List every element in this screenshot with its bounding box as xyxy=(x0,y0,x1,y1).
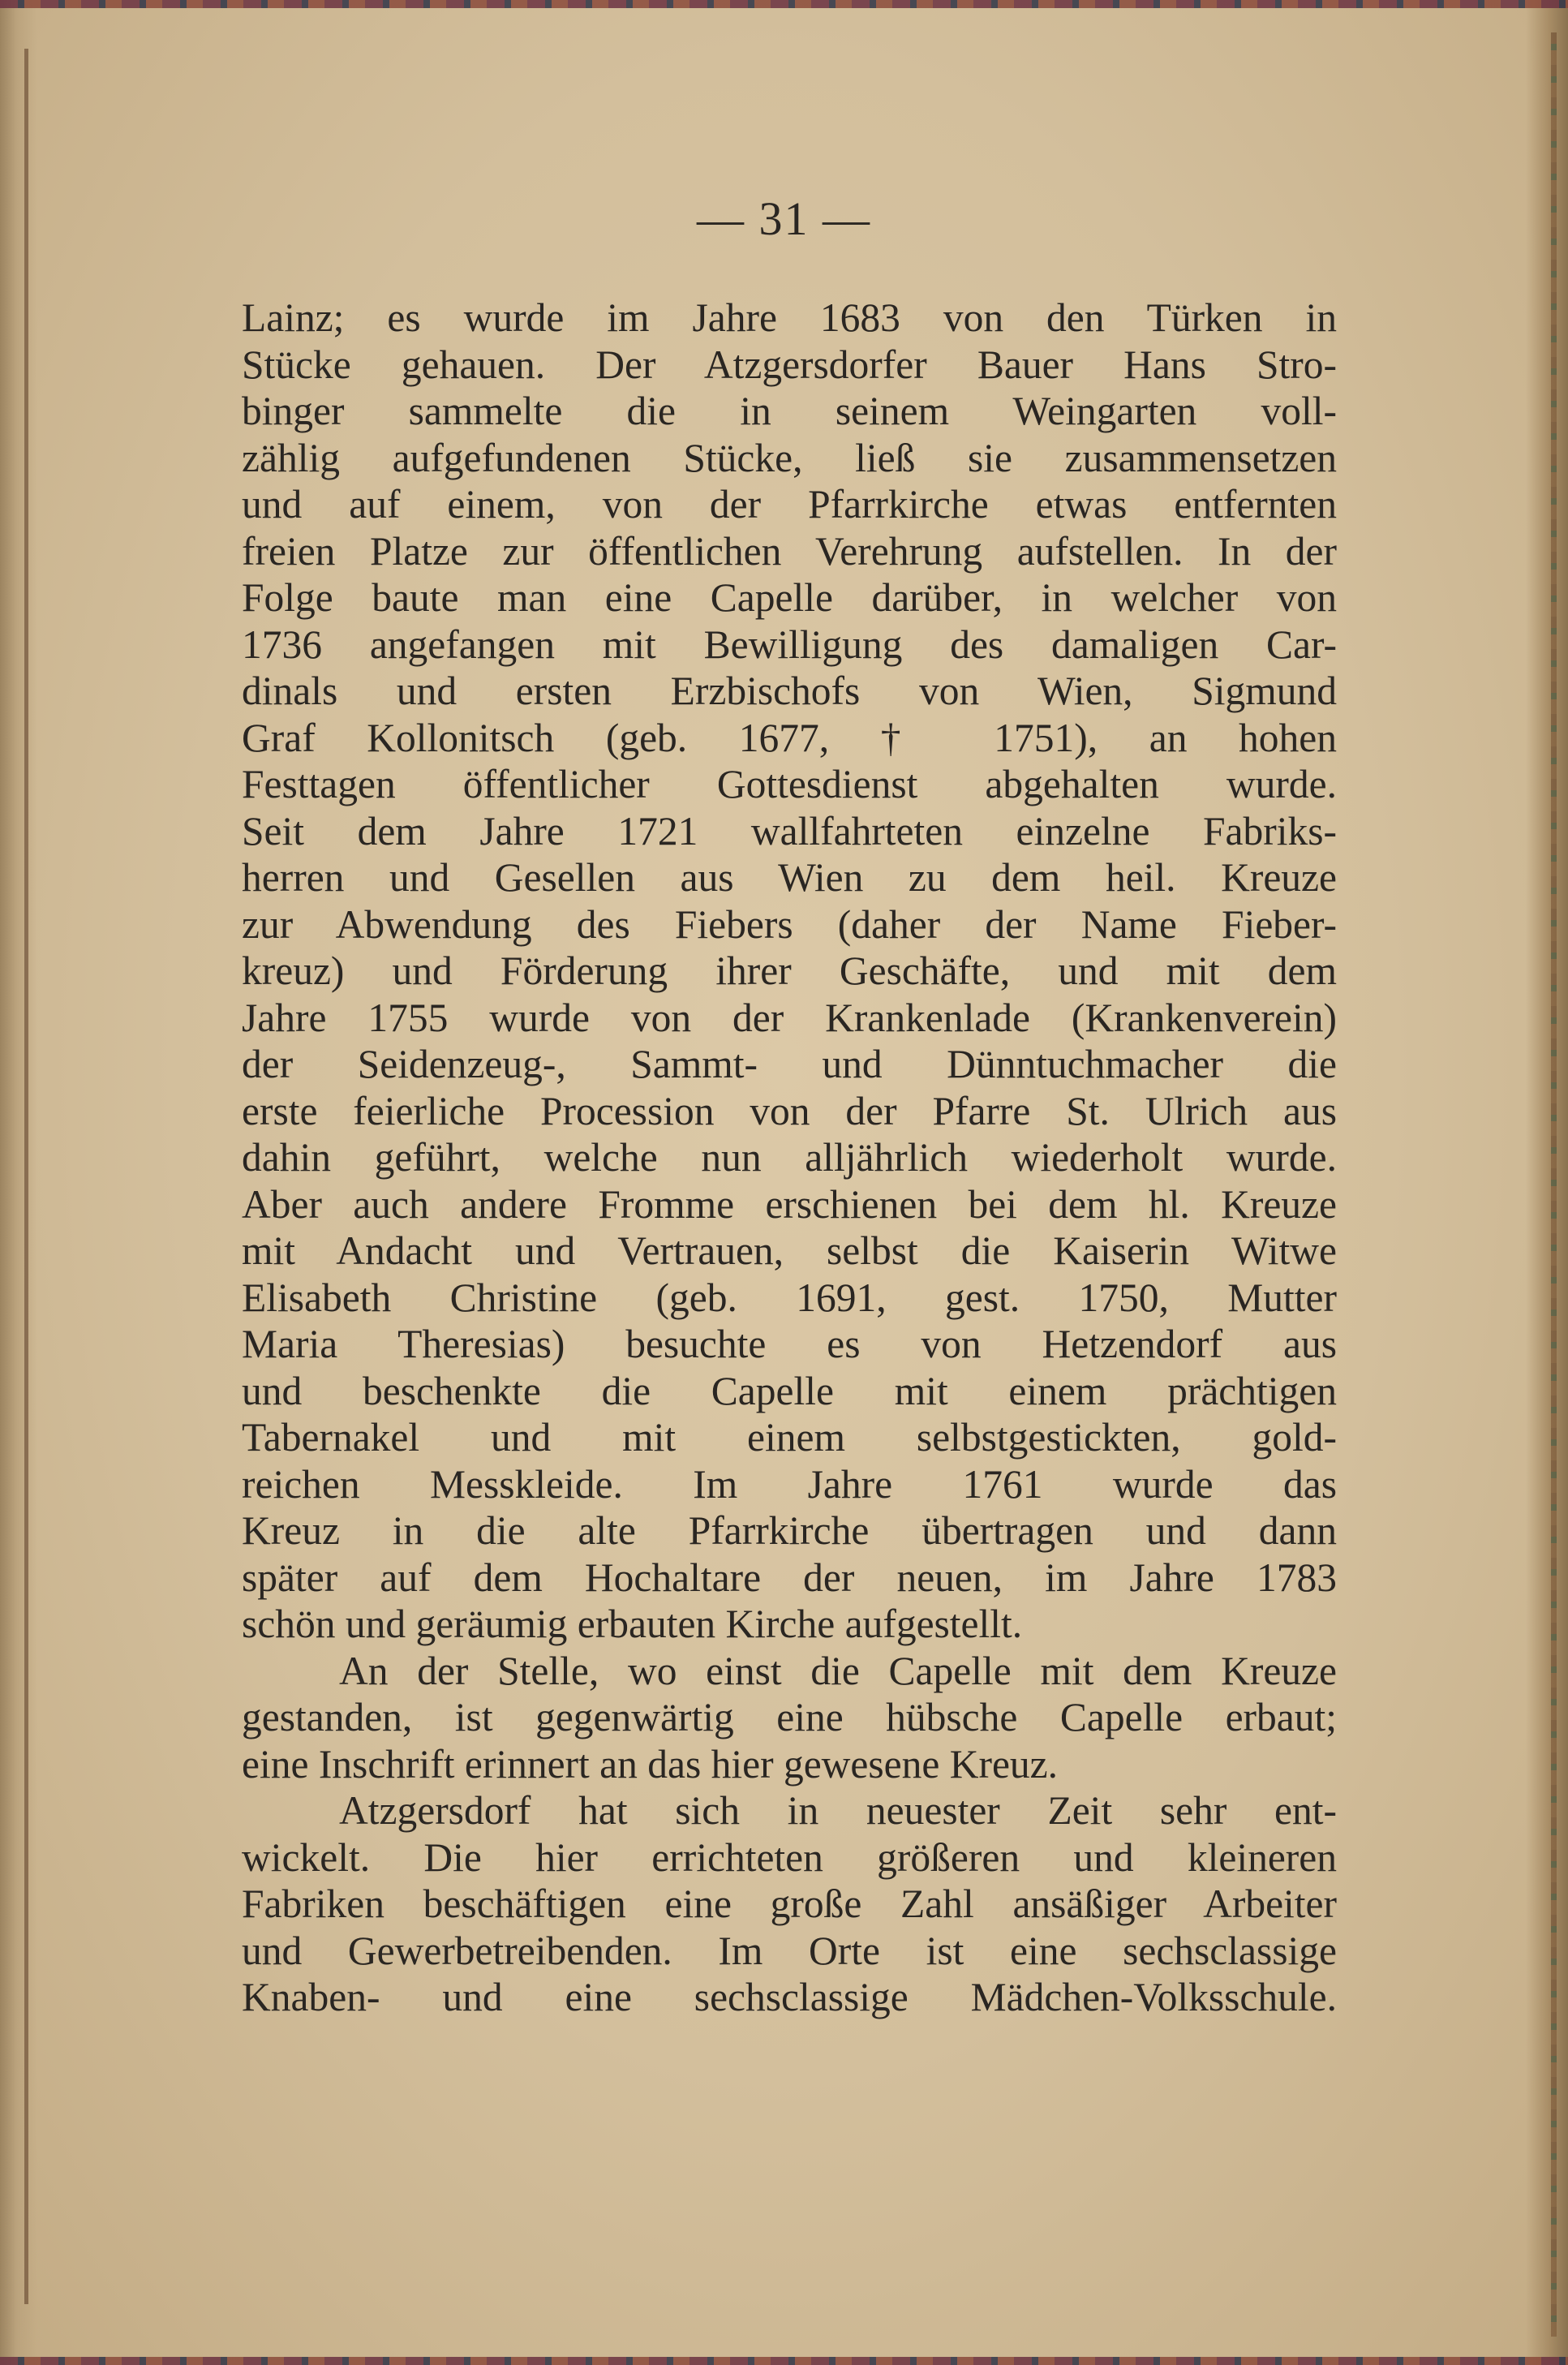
text-line: Jahre 1755 wurde von der Krankenlade (Krankenverein) xyxy=(242,995,1337,1040)
text-line: Graf Kollonitsch (geb. 1677, † 1751), an hohen xyxy=(242,715,1337,760)
text-line: dahin geführt, welche nun alljährlich wiederholt wurde. xyxy=(242,1135,1337,1180)
text-line: Knaben- und eine sechsclassige Mädchen-Volksschule. xyxy=(242,1975,1337,2019)
text-line: kreuz) und Förderung ihrer Geschäfte, und mit dem xyxy=(242,948,1337,993)
text-line: gestanden, ist gegenwärtig eine hübsche Capelle erbaut; xyxy=(242,1695,1337,1739)
body-text xyxy=(242,295,1337,2021)
text-line: wickelt. Die hier errichteten größeren und kleineren xyxy=(242,1834,1337,1880)
text-line: zur Abwendung des Fiebers (daher der Name Fieber- xyxy=(242,901,1337,947)
cover-edge-bottom xyxy=(0,2357,1568,2365)
paragraph-start-line: An der Stelle, wo einst die Capelle mit dem Kreuze xyxy=(339,1648,1337,1693)
text-line: Maria Theresias) besuchte es von Hetzendorf aus xyxy=(242,1322,1337,1366)
text-line: Folge baute man eine Capelle darüber, in welcher von xyxy=(242,575,1337,620)
paragraph-end-line: schön und geräumig erbauten Kirche aufgestellt. xyxy=(242,1602,1023,1646)
page-edge-right xyxy=(1526,0,1568,2365)
paragraph-end-line: eine Inschrift erinnert an das hier gewesene Kreuz. xyxy=(242,1741,1059,1787)
text-line: freien Platze zur öffentlichen Verehrung aufstellen. In der xyxy=(242,528,1337,574)
text-line: und Gewerbetreibenden. Im Orte ist eine sechsclassige xyxy=(242,1928,1337,1973)
text-line: Kreuz in die alte Pfarrkirche übertragen und dann xyxy=(242,1508,1337,1553)
text-line: reichen Messkleide. Im Jahre 1761 wurde das xyxy=(242,1461,1337,1507)
binding-shadow-left xyxy=(0,0,37,2365)
text-line: Festtagen öffentlicher Gottesdienst abgehalten wurde. xyxy=(242,762,1337,806)
text-line: Lainz; es wurde im Jahre 1683 von den Türken in xyxy=(242,295,1337,340)
text-line: 1736 angefangen mit Bewilligung des damaligen Car- xyxy=(242,621,1337,667)
text-line: und auf einem, von der Pfarrkirche etwas entfernten xyxy=(242,482,1337,527)
text-line: binger sammelte die in seinem Weingarten voll- xyxy=(242,389,1337,433)
text-line: und beschenkte die Capelle mit einem prächtigen xyxy=(242,1368,1337,1413)
text-line: Stücke gehauen. Der Atzgersdorfer Bauer Hans Stro- xyxy=(242,342,1337,387)
text-line: Fabriken beschäftigen eine große Zahl ansäßiger Arbeiter xyxy=(242,1881,1337,1926)
text-line: herren und Gesellen aus Wien zu dem heil. Kreuze xyxy=(242,855,1337,900)
paragraph-start-line: Atzgersdorf hat sich in neuester Zeit sehr ent- xyxy=(339,1788,1337,1833)
text-line: zählig aufgefundenen Stücke, ließ sie zusammensetzen xyxy=(242,435,1337,480)
page-number: — 31 — xyxy=(697,192,871,245)
text-line: mit Andacht und Vertrauen, selbst die Kaiserin Witwe xyxy=(242,1228,1337,1273)
text-line: erste feierliche Procession von der Pfarre St. Ulrich aus xyxy=(242,1088,1337,1133)
text-line: dinals und ersten Erzbischofs von Wien, Sigmund xyxy=(242,669,1337,713)
text-line: Elisabeth Christine (geb. 1691, gest. 1750, Mutter xyxy=(242,1275,1337,1320)
text-line: Aber auch andere Fromme erschienen bei dem hl. Kreuze xyxy=(242,1181,1337,1227)
text-line: Seit dem Jahre 1721 wallfahrteten einzelne Fabriks- xyxy=(242,808,1337,854)
cover-edge-top xyxy=(0,0,1568,8)
text-line: Tabernakel und mit einem selbstgestickten, gold- xyxy=(242,1415,1337,1460)
text-line: später auf dem Hochaltare der neuen, im Jahre 1783 xyxy=(242,1554,1337,1600)
text-line: der Seidenzeug-, Sammt- und Dünntuchmacher die xyxy=(242,1042,1337,1086)
page-stack-edge xyxy=(1551,32,1557,2337)
spine-rule xyxy=(24,49,28,2304)
